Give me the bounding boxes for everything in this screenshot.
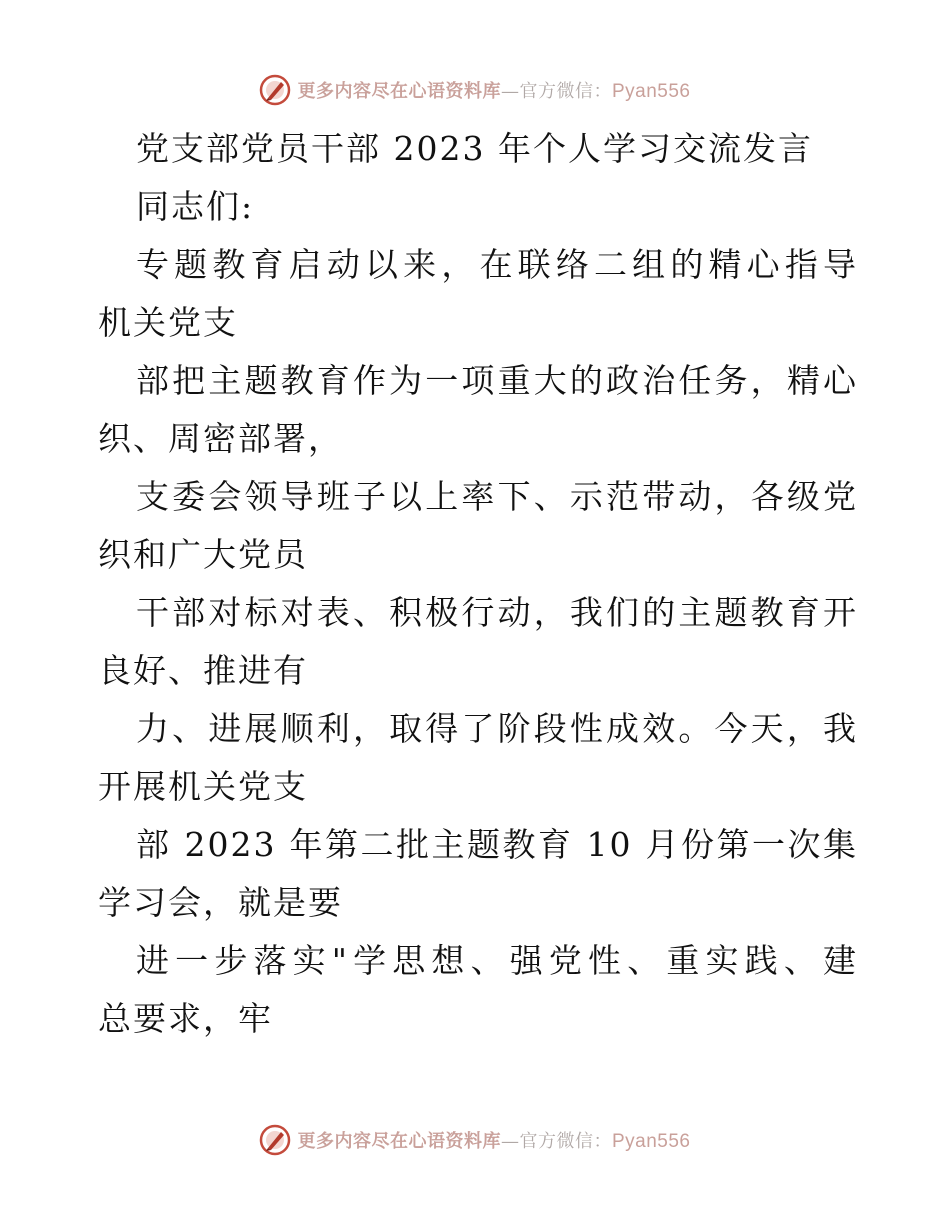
document-title: 党支部党员干部 2023 年个人学习交流发言: [136, 129, 813, 168]
watermark-main: 更多内容尽在心语资料库: [297, 1131, 501, 1152]
watermark-sub: —官方微信：: [500, 1131, 612, 1152]
watermark-id: Pyan556: [611, 1131, 691, 1152]
paragraph-line: 织、周密部署，: [98, 419, 343, 458]
paragraph-line: 进一步落实"学思想、强党性、重实践、建: [136, 941, 858, 980]
paragraph-line: 学习会，就是要: [98, 883, 343, 922]
paragraph-line: 支委会领导班子以上率下、示范带动，各级党: [136, 477, 858, 516]
quill-pen-logo-icon: [259, 1124, 291, 1156]
salutation: 同志们:: [136, 187, 255, 226]
quill-pen-logo-icon: [259, 74, 291, 106]
watermark-text: [297, 1127, 690, 1153]
paragraph-line: 织和广大党员: [98, 535, 308, 574]
watermark-main: 更多内容尽在心语资料库: [297, 81, 501, 102]
watermark-sub: —官方微信：: [500, 81, 612, 102]
paragraph-line: 专题教育启动以来，在联络二组的精心指导: [136, 245, 858, 284]
paragraph-line: 部 2023 年第二批主题教育 10 月份第一次集: [136, 825, 858, 864]
header-watermark: [0, 70, 950, 110]
paragraph-line: 开展机关党支: [98, 767, 308, 806]
paragraph-line: 部把主题教育作为一项重大的政治任务，精心: [136, 361, 858, 400]
paragraph-line: 总要求，牢: [98, 999, 273, 1038]
paragraph-line: 良好、推进有: [98, 651, 308, 690]
watermark-text: [297, 77, 690, 103]
paragraph-line: 干部对标对表、积极行动，我们的主题教育开: [136, 593, 858, 632]
footer-watermark: [0, 1120, 950, 1160]
watermark-id: Pyan556: [611, 81, 691, 102]
paragraph-line: 机关党支: [98, 303, 238, 342]
document-body: [98, 120, 858, 1048]
paragraph-line: 力、进展顺利，取得了阶段性成效。今天，我: [136, 709, 858, 748]
